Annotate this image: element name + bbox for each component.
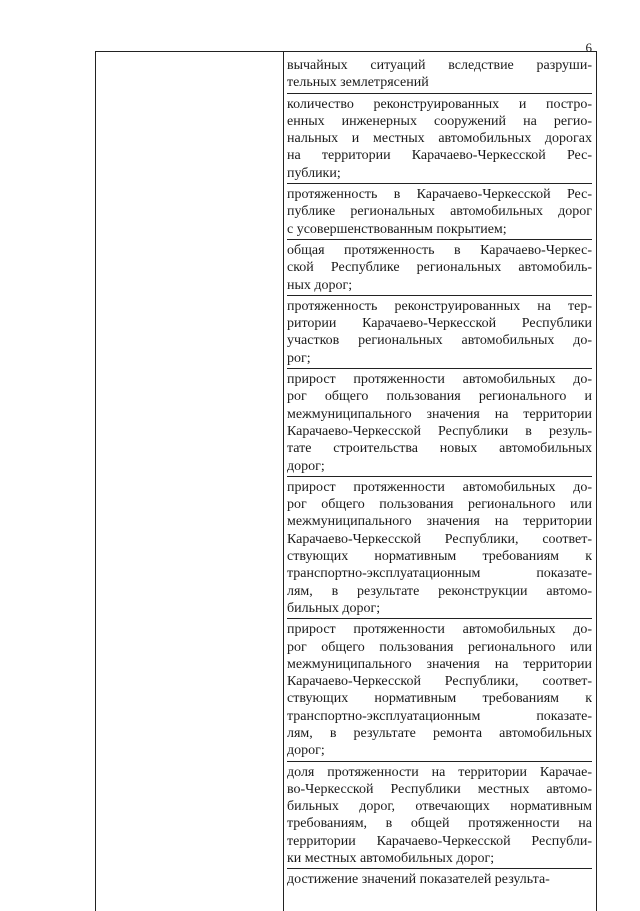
text-line: ской Республике региональных автомобиль- (287, 260, 592, 276)
text-line: лям, в результате ремонта автомобильных (287, 725, 592, 741)
text-line: тельных землетрясений (287, 75, 429, 91)
text-line: общая протяженность в Карачаево-Черкес- (287, 242, 592, 258)
text-line: вычайных ситуаций вследствие разруши- (287, 58, 592, 73)
indicator-item (287, 871, 592, 889)
page-number: 6 (585, 40, 592, 55)
text-line: ных дорог; (287, 277, 353, 293)
text-line: территории Карачаево-Черкесской Республи- (287, 833, 592, 849)
text-line: требованиям, в общей протяженности на (287, 816, 592, 832)
text-line: ствующих нормативным требованиям к (287, 691, 592, 707)
indicator-item (287, 764, 592, 870)
text-line: бильных дорог, отвечающих нормативным (287, 799, 592, 815)
text-line: дорог; (287, 743, 325, 759)
text-line: транспортно-эксплуатационным показате- (287, 708, 592, 724)
indicator-item (287, 621, 592, 761)
text-line: прирост протяженности автомобильных до- (287, 372, 592, 388)
column-divider (283, 51, 284, 911)
text-line: енных инженерных сооружений на регио- (287, 113, 592, 129)
text-line: Карачаево-Черкесской Республики, соответ- (287, 531, 592, 547)
indicator-item (287, 242, 592, 296)
text-line: межмуниципального значения на территории (287, 406, 592, 422)
text-line: ствующих нормативным требованиям к (287, 549, 592, 565)
text-line: лям, в результате реконструкции автомо- (287, 583, 592, 599)
text-line: протяженность реконструированных на тер- (287, 298, 592, 314)
text-line: нальных и местных автомобильных дорогах (287, 131, 592, 147)
text-line: публике региональных автомобильных дорог (287, 204, 592, 220)
indicator-item (287, 479, 592, 619)
text-line: рог общего пользования регионального или (287, 639, 592, 655)
text-line: межмуниципального значения на территории (287, 656, 592, 672)
text-line: протяженность в Карачаево-Черкесской Рес- (287, 187, 592, 203)
text-line: количество реконструированных и постро- (287, 96, 592, 112)
text-line: доля протяженности на территории Карачае- (287, 764, 592, 780)
text-line: публики; (287, 165, 341, 181)
text-line: межмуниципального значения на территории (287, 514, 592, 530)
indicator-item (287, 57, 592, 94)
text-line: на территории Карачаево-Черкесской Рес- (287, 148, 592, 164)
text-line: транспортно-эксплуатационным показате- (287, 566, 592, 582)
text-line: прирост протяженности автомобильных до- (287, 479, 592, 495)
text-line: рог общего пользования регионального и (287, 389, 592, 405)
text-line: прирост протяженности автомобильных до- (287, 622, 592, 638)
text-line: ки местных автомобильных дорог; (287, 851, 495, 867)
text-line: достижение значений показателей результа- (287, 872, 550, 888)
text-line: во-Черкесской Республики местных автомо- (287, 781, 592, 797)
text-line: ритории Карачаево-Черкесской Республики (287, 316, 592, 332)
text-line: бильных дорог; (287, 600, 381, 616)
indicator-item (287, 371, 592, 477)
text-line: с усовершенствованным покрытием; (287, 221, 507, 237)
text-line: Карачаево-Черкесской Республики, соответ- (287, 674, 592, 690)
text-line: рог; (287, 350, 311, 366)
text-line: тате строительства новых автомобильных (287, 441, 592, 457)
indicator-item (287, 96, 592, 184)
indicator-list-cell (287, 57, 592, 892)
text-line: Карачаево-Черкесской Республики в резуль- (287, 423, 592, 439)
indicator-item (287, 298, 592, 369)
text-line: рог общего пользования регионального или (287, 497, 592, 513)
text-line: участков региональных автомобильных до- (287, 333, 592, 349)
text-line: дорог; (287, 458, 325, 474)
indicator-item (287, 186, 592, 240)
